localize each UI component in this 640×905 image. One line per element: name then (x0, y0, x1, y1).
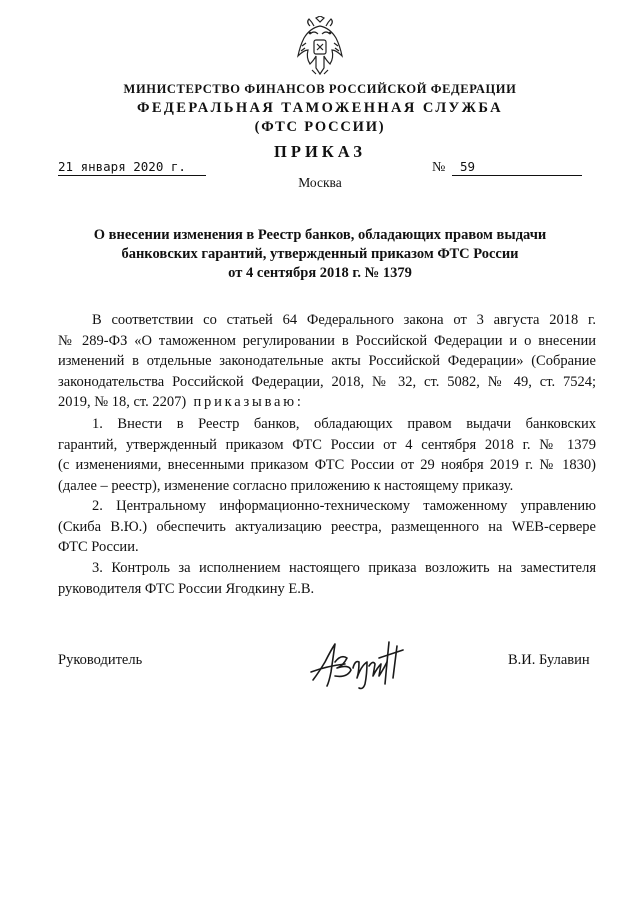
paragraph-item-3 (58, 558, 596, 599)
subject-line: банковских гарантий, утвержденный приказом ФТС России (121, 246, 519, 262)
signatory-name: В.И. Булавин (508, 652, 590, 668)
text-line: ФТС России. (58, 539, 139, 555)
text-line: гарантий, утвержденный приказом ФТС России от 4 сентября 2018 г. № 1379 (58, 436, 596, 453)
text-line: № 289-ФЗ «О таможенном регулировании в Российской Федерации и о внесении (58, 332, 596, 349)
text-line: изменений в отдельные законодательные акты Российской Федерации» (Собрание (58, 353, 596, 369)
service-name: ФЕДЕРАЛЬНАЯ ТАМОЖЕННАЯ СЛУЖБА (136, 100, 503, 116)
signatory-position: Руководитель (58, 652, 143, 668)
order-date: 21 января 2020 г. (58, 159, 206, 176)
order-number-label: № (432, 160, 446, 175)
handwritten-signature-icon (305, 632, 415, 692)
text-line (58, 392, 596, 413)
coat-of-arms-emblem-icon (296, 16, 344, 78)
city: Москва (298, 175, 342, 190)
text-line: 3. Контроль за исполнением настоящего приказа возложить на заместителя (92, 560, 596, 576)
text-fragment: 2019, № 18, ст. 2207) (58, 394, 187, 410)
text-line: законодательства Российской Федерации, 2018, № 32, ст. 5082, № 49, ст. 7524; (58, 373, 596, 390)
subject-line: О внесении изменения в Реестр банков, обладающих правом выдачи (93, 227, 547, 243)
order-subject (70, 226, 570, 283)
paragraph-item-1 (58, 414, 596, 496)
text-line: 2. Центральному информационно-техническому таможенному управлению (92, 498, 596, 514)
ministry-name: МИНИСТЕРСТВО ФИНАНСОВ РОССИЙСКОЙ ФЕДЕРАЦИИ (123, 82, 517, 96)
service-abbreviation: (ФТС РОССИИ) (254, 119, 386, 135)
text-line: В соответствии со статьей 64 Федерального закона от 3 августа 2018 г. (92, 312, 596, 328)
order-verb: приказываю: (193, 394, 304, 410)
text-line: (далее – реестр), изменение согласно приложению к настоящему приказу. (58, 477, 514, 494)
text-line: (Скиба В.Ю.) обеспечить актуализацию реестра, размещенного на WEB-сервере (58, 518, 596, 535)
subject-line: от 4 сентября 2018 г. № 1379 (228, 265, 412, 281)
text-line: 1. Внести в Реестр банков, обладающих правом выдачи банковских (92, 416, 596, 432)
paragraph-item-2 (58, 496, 596, 558)
order-number: 59 (452, 159, 582, 176)
text-line: руководителя ФТС России Ягодкину Е.В. (58, 580, 315, 597)
paragraph-preamble (58, 310, 596, 413)
document-type-title: ПРИКАЗ (274, 142, 366, 161)
text-line: (с изменениями, внесенными приказом ФТС России от 29 ноября 2019 г. № 1830) (58, 457, 596, 473)
